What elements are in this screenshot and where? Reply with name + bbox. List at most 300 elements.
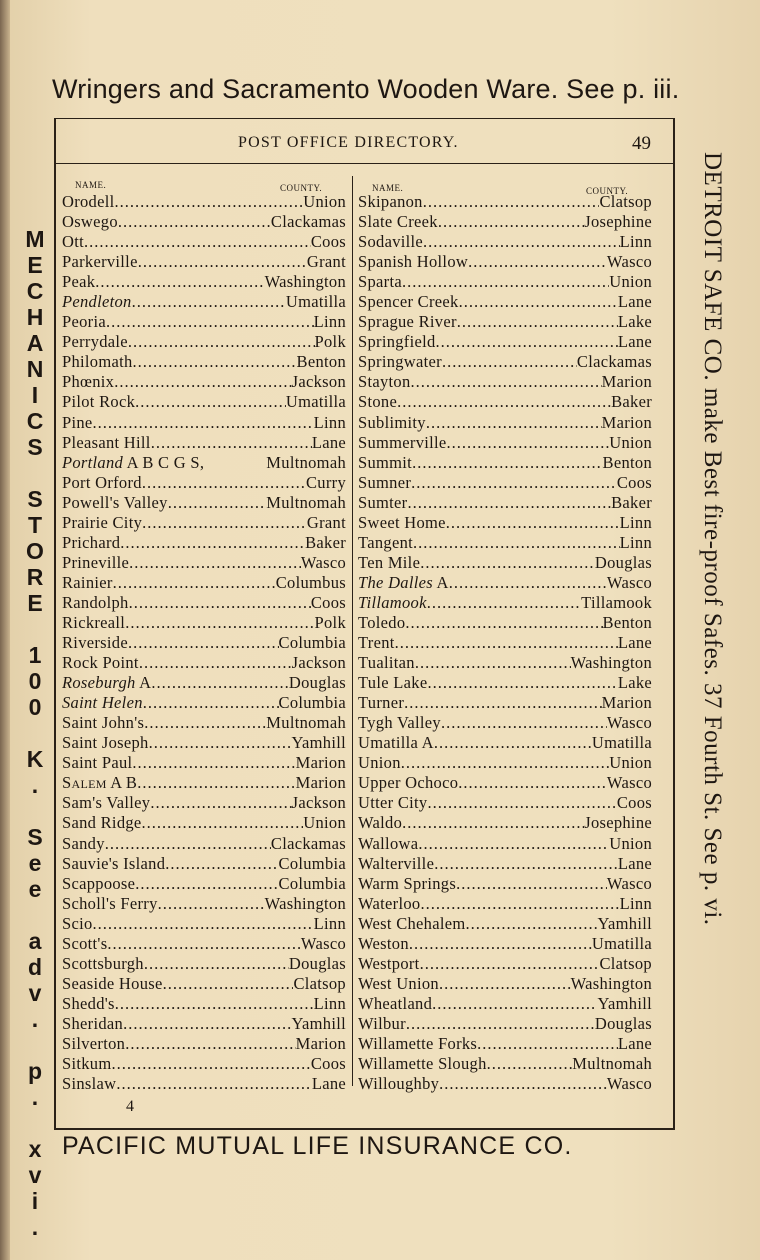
post-office-name <box>358 212 438 232</box>
county-name: Clackamas <box>270 212 346 232</box>
directory-entry <box>358 613 652 633</box>
leader-dots <box>441 713 607 733</box>
post-office-name-text: Saint John's <box>62 713 145 733</box>
directory-entry <box>62 633 346 653</box>
directory-entry <box>358 292 652 312</box>
leader-dots <box>165 854 278 874</box>
leader-dots <box>149 733 292 753</box>
post-office-name <box>62 232 84 252</box>
post-office-name <box>358 713 441 733</box>
directory-entry <box>358 994 652 1014</box>
leader-dots <box>427 593 581 613</box>
county-name: Lake <box>617 673 652 693</box>
leader-dots <box>436 332 618 352</box>
directory-entry <box>62 453 346 473</box>
post-office-name <box>62 192 115 212</box>
left-advertisement: M E C H A N I C S S T O R E 1 0 0 K . S e e a d v . p . x v i . <box>25 226 45 1240</box>
post-office-name-text: Springwater <box>358 352 442 372</box>
post-office-name-text: Salem <box>62 773 107 793</box>
directory-entry <box>62 533 346 553</box>
leader-dots <box>106 312 314 332</box>
post-office-name-text: Riverside <box>62 633 128 653</box>
directory-entry <box>358 954 652 974</box>
county-name: Union <box>609 272 652 292</box>
post-office-name-text: Silverton <box>62 1033 126 1053</box>
post-office-name-text: Tillamook <box>358 592 427 612</box>
post-office-name-text: Parkerville <box>62 252 138 272</box>
post-office-name-text: Utter City <box>358 793 428 813</box>
office-class-letters: A <box>135 673 152 693</box>
post-office-name-text: Phœnix <box>62 372 115 392</box>
leader-dots <box>418 834 609 854</box>
post-office-name <box>358 493 407 513</box>
county-name: Wasco <box>300 933 346 953</box>
post-office-name-text: Walterville <box>358 853 435 873</box>
county-name: Wasco <box>606 773 652 793</box>
post-office-name-text: Spanish Hollow <box>358 252 469 272</box>
post-office-name-text: Rock Point <box>62 653 139 673</box>
directory-entry <box>62 272 346 292</box>
post-office-name <box>62 633 128 653</box>
leader-dots <box>415 653 571 673</box>
post-office-name <box>358 954 420 974</box>
directory-entry <box>358 1074 652 1094</box>
county-name: Baker <box>611 492 652 512</box>
county-name: Douglas <box>288 953 346 973</box>
leader-dots <box>423 192 600 212</box>
county-name: Wasco <box>606 572 652 592</box>
county-name: Columbia <box>278 873 346 893</box>
directory-entry <box>358 1034 652 1054</box>
directory-entry <box>358 753 652 773</box>
leader-dots <box>411 372 602 392</box>
leader-dots <box>93 914 314 934</box>
post-office-name <box>62 653 139 673</box>
post-office-name <box>62 954 144 974</box>
directory-entry <box>62 914 346 934</box>
county-name: Columbus <box>275 572 346 592</box>
leader-dots <box>132 753 295 773</box>
leader-dots <box>458 773 607 793</box>
directory-entry <box>62 212 346 232</box>
leader-dots <box>427 793 616 813</box>
county-name: Linn <box>313 993 346 1013</box>
county-name: Union <box>609 432 652 452</box>
leader-dots <box>144 954 289 974</box>
directory-entry <box>62 934 346 954</box>
post-office-name <box>358 793 427 813</box>
directory-entry <box>62 713 346 733</box>
county-name: Umatilla <box>591 733 652 753</box>
post-office-name <box>62 252 138 272</box>
left-county-heading: COUNTY. <box>280 183 323 193</box>
directory-entry <box>358 1054 652 1074</box>
directory-entry <box>358 1014 652 1034</box>
signature-mark: 4 <box>126 1098 134 1115</box>
leader-dots <box>459 292 618 312</box>
directory-entry <box>358 433 652 453</box>
county-name: Linn <box>313 312 346 332</box>
post-office-name-text: Tualitan <box>358 653 415 673</box>
directory-entry <box>358 573 652 593</box>
post-office-name <box>358 372 411 392</box>
post-office-name-text: Willamette Forks <box>358 1033 478 1053</box>
post-office-name <box>358 854 434 874</box>
leader-dots <box>487 1054 573 1074</box>
post-office-name-text: Pendleton <box>62 292 132 312</box>
post-office-name <box>62 813 142 833</box>
directory-entry <box>358 232 652 252</box>
leader-dots <box>115 994 314 1014</box>
county-name: Yamhill <box>597 913 652 933</box>
directory-entry <box>358 793 652 813</box>
post-office-name <box>358 894 420 914</box>
county-name: Lane <box>617 1033 652 1053</box>
post-office-name <box>358 312 457 332</box>
post-office-name-text: Sweet Home <box>358 512 446 532</box>
post-office-name <box>62 693 143 713</box>
leader-dots <box>397 392 611 412</box>
post-office-name <box>62 894 158 914</box>
post-office-name-text: Scio <box>62 913 93 933</box>
directory-entry <box>358 733 652 753</box>
leader-dots <box>402 813 584 833</box>
county-name: Wasco <box>300 552 346 572</box>
directory-entry <box>358 854 652 874</box>
post-office-name <box>358 332 436 352</box>
county-name: Baker <box>305 532 346 552</box>
county-name: Coos <box>310 592 346 612</box>
post-office-name <box>358 593 427 613</box>
directory-entry <box>62 372 346 392</box>
county-name: Coos <box>616 472 652 492</box>
post-office-name <box>358 733 434 753</box>
county-name: Clatsop <box>293 973 346 993</box>
right-column <box>358 192 652 1094</box>
post-office-name <box>358 1034 477 1054</box>
post-office-name-text: Oswego <box>62 212 118 232</box>
directory-entry <box>62 813 346 833</box>
leader-dots <box>137 773 295 793</box>
county-name: Lane <box>617 292 652 312</box>
leader-dots <box>129 553 301 573</box>
post-office-name <box>62 793 150 813</box>
post-office-name-text: Pleasant Hill <box>62 432 151 452</box>
county-name: Jackson <box>291 793 346 813</box>
directory-entry <box>62 192 346 212</box>
post-office-name-text: Tangent <box>358 532 414 552</box>
county-name: Clackamas <box>270 833 346 853</box>
post-office-name-text: Warm Springs <box>358 873 457 893</box>
county-name: Wasco <box>606 713 652 733</box>
county-name: Polk <box>314 332 346 352</box>
post-office-name-text: Roseburgh <box>62 673 136 693</box>
directory-entry <box>62 1074 346 1094</box>
directory-entry <box>358 773 652 793</box>
leader-dots <box>158 894 265 914</box>
leader-dots <box>439 1074 607 1094</box>
county-name: Douglas <box>594 1013 652 1033</box>
directory-entry <box>62 753 346 773</box>
leader-dots <box>133 352 297 372</box>
post-office-name-text: Waldo <box>358 813 403 833</box>
leader-dots <box>135 874 278 894</box>
post-office-name-text: Trent <box>358 633 395 653</box>
directory-entry <box>358 834 652 854</box>
directory-entry <box>62 433 346 453</box>
post-office-name-text: Shedd's <box>62 993 115 1013</box>
leader-dots <box>406 1014 595 1034</box>
top-advertisement: Wringers and Sacramento Wooden Ware. See p. iii. <box>52 74 680 104</box>
post-office-name-text: Saint Joseph <box>62 733 149 753</box>
leader-dots <box>125 1034 295 1054</box>
county-name: Multnomah <box>572 1054 652 1074</box>
post-office-name <box>358 433 447 453</box>
post-office-name <box>358 453 412 473</box>
column-divider <box>352 176 353 1086</box>
leader-dots <box>395 633 618 653</box>
leader-dots <box>143 693 279 713</box>
left-name-heading: NAME. <box>75 180 107 190</box>
post-office-name-text: Powell's Valley <box>62 492 168 512</box>
post-office-name-text: Wilbur <box>358 1013 406 1033</box>
post-office-name-text: Sprague River <box>358 312 457 332</box>
directory-entry <box>62 693 346 713</box>
post-office-name <box>62 854 165 874</box>
county-name: Douglas <box>594 552 652 572</box>
county-name: Yamhill <box>291 1013 346 1033</box>
post-office-name <box>62 312 106 332</box>
post-office-name-text: Prichard <box>62 532 121 552</box>
post-office-name <box>358 553 420 573</box>
office-class-letters: A <box>418 733 434 753</box>
post-office-name <box>62 352 133 372</box>
directory-entry <box>358 894 652 914</box>
header-rule <box>56 163 673 164</box>
post-office-name-text: Weston <box>358 933 409 953</box>
post-office-name <box>358 232 423 252</box>
post-office-name <box>62 573 113 593</box>
post-office-name <box>358 392 397 412</box>
county-name: Lane <box>311 432 346 452</box>
leader-dots <box>95 272 264 292</box>
post-office-name-text: Umatilla <box>358 733 419 753</box>
post-office-name-text: Philomath <box>62 352 133 372</box>
left-column <box>62 192 346 1094</box>
post-office-name-text: Rainier <box>62 572 113 592</box>
county-name: Marion <box>601 693 652 713</box>
county-name: Wasco <box>606 252 652 272</box>
leader-dots <box>107 934 301 954</box>
county-name: Polk <box>314 612 346 632</box>
county-name: Columbia <box>278 633 346 653</box>
county-name: Columbia <box>278 853 346 873</box>
post-office-name <box>62 733 149 753</box>
directory-entry <box>62 994 346 1014</box>
post-office-name-text: Wheatland <box>358 993 433 1013</box>
post-office-name <box>62 453 204 473</box>
leader-dots <box>412 453 602 473</box>
directory-entry <box>358 633 652 653</box>
post-office-name-text: Prairie City <box>62 512 143 532</box>
post-office-name-text: Sand Ridge <box>62 813 142 833</box>
directory-entry <box>62 653 346 673</box>
leader-dots <box>125 613 314 633</box>
county-name: Grant <box>306 512 346 532</box>
leader-dots <box>401 753 610 773</box>
directory-entry <box>358 653 652 673</box>
leader-dots <box>447 433 610 453</box>
leader-dots <box>432 994 597 1014</box>
leader-dots <box>123 1014 291 1034</box>
post-office-name-text: Springfield <box>358 332 436 352</box>
post-office-name <box>358 513 446 533</box>
county-name: Washington <box>570 973 652 993</box>
county-name: Multnomah <box>266 492 346 512</box>
post-office-name-text: Stayton <box>358 372 411 392</box>
leader-dots <box>105 834 271 854</box>
leader-dots <box>468 252 607 272</box>
post-office-name <box>358 753 401 773</box>
post-office-name <box>62 834 105 854</box>
post-office-name <box>358 834 418 854</box>
leader-dots <box>93 413 314 433</box>
directory-entry <box>358 513 652 533</box>
county-name: Benton <box>602 612 652 632</box>
post-office-name <box>358 633 395 653</box>
directory-entry <box>358 533 652 553</box>
leader-dots <box>409 934 592 954</box>
directory-entry <box>62 473 346 493</box>
directory-entry <box>358 914 652 934</box>
post-office-name-text: Westport <box>358 953 420 973</box>
county-name: Clatsop <box>599 192 652 211</box>
post-office-name <box>358 252 468 272</box>
post-office-name <box>358 292 459 312</box>
leader-dots <box>456 874 607 894</box>
post-office-name <box>62 874 135 894</box>
leader-dots <box>138 252 307 272</box>
leader-dots <box>142 513 307 533</box>
county-name: Lane <box>617 633 652 653</box>
directory-entry <box>62 1054 346 1074</box>
post-office-name-text: Sumter <box>358 492 408 512</box>
leader-dots <box>142 813 304 833</box>
post-office-name <box>358 352 442 372</box>
post-office-name-text: West Chehalem <box>358 913 466 933</box>
directory-entry <box>358 974 652 994</box>
post-office-name <box>358 192 423 212</box>
directory-entry <box>358 874 652 894</box>
leader-dots <box>168 493 267 513</box>
directory-entry <box>358 453 652 473</box>
post-office-name-text: Orodell <box>62 192 115 211</box>
leader-dots <box>113 573 276 593</box>
county-name: Marion <box>295 753 346 773</box>
county-name: Columbia <box>278 693 346 713</box>
directory-entry <box>358 312 652 332</box>
post-office-name-text: Skipanon <box>358 192 423 211</box>
directory-entry <box>358 272 652 292</box>
county-name: Linn <box>619 532 652 552</box>
post-office-name <box>62 934 107 954</box>
post-office-name <box>358 473 411 493</box>
post-office-name <box>358 974 439 994</box>
county-name: Curry <box>306 472 346 492</box>
post-office-name-text: Sam's Valley <box>62 793 151 813</box>
leader-dots <box>142 473 306 493</box>
post-office-name-text: Turner <box>358 693 405 713</box>
post-office-name-text: Ten Mile <box>358 552 421 572</box>
post-office-name-text: Wallowa <box>358 833 419 853</box>
post-office-name <box>358 914 466 934</box>
leader-dots <box>407 493 611 513</box>
post-office-name <box>358 613 405 633</box>
post-office-name <box>358 413 426 433</box>
post-office-name-text: Perrydale <box>62 332 128 352</box>
leader-dots <box>466 914 598 934</box>
post-office-name-text: Sheridan <box>62 1013 124 1033</box>
county-name: Multnomah <box>266 452 346 472</box>
post-office-name <box>62 332 128 352</box>
post-office-name-text: Sodaville <box>358 232 424 252</box>
post-office-name <box>358 1074 439 1094</box>
post-office-name <box>62 413 93 433</box>
office-class-letters: A B <box>106 773 138 793</box>
directory-entry <box>62 553 346 573</box>
county-name: Union <box>303 813 346 833</box>
post-office-name <box>62 473 142 493</box>
county-name: Wasco <box>606 1074 652 1094</box>
leader-dots <box>151 673 289 693</box>
county-name: Coos <box>310 232 346 252</box>
directory-entry <box>62 834 346 854</box>
county-name: Union <box>303 192 346 211</box>
leader-dots <box>84 232 311 252</box>
directory-entry <box>62 573 346 593</box>
post-office-name <box>62 433 151 453</box>
directory-entry <box>358 252 652 272</box>
post-office-name <box>62 914 93 934</box>
county-name: Jackson <box>291 653 346 673</box>
directory-entry <box>62 874 346 894</box>
post-office-name-text: Seaside House <box>62 973 163 993</box>
county-name: Marion <box>295 1033 346 1053</box>
post-office-name <box>62 292 132 312</box>
county-name: Coos <box>616 793 652 813</box>
leader-dots <box>150 793 291 813</box>
directory-entry <box>62 232 346 252</box>
directory-entry <box>358 473 652 493</box>
post-office-name-text: West Union <box>358 973 439 993</box>
post-office-name <box>62 1054 111 1074</box>
post-office-name <box>62 1014 123 1034</box>
post-office-name-text: Saint Helen <box>62 693 143 713</box>
directory-entry <box>62 1034 346 1054</box>
county-name: Yamhill <box>597 993 652 1013</box>
county-name: Clackamas <box>576 352 652 372</box>
post-office-name-text: Saint Paul <box>62 753 133 773</box>
leader-dots <box>457 312 618 332</box>
directory-entry <box>358 493 652 513</box>
post-office-name <box>62 553 129 573</box>
post-office-name-text: The Dalles <box>358 572 433 592</box>
post-office-name-text: Toledo <box>358 612 406 632</box>
post-office-name <box>62 673 151 693</box>
directory-entry <box>62 673 346 693</box>
leader-dots <box>413 533 620 553</box>
county-name: Washington <box>570 653 652 673</box>
